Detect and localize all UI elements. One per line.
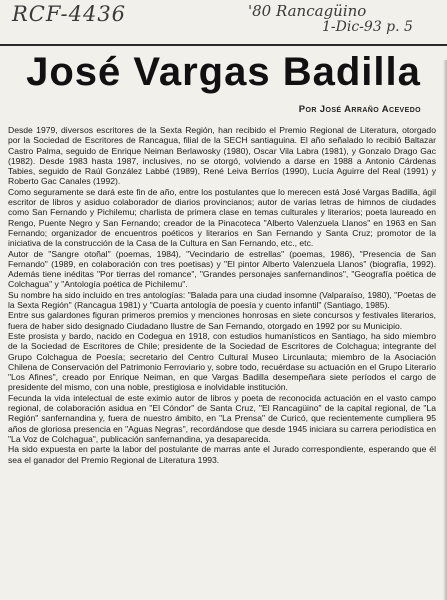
- article-paragraph: Este prosista y bardo, nacido en Codegua en 1918, con estudios humanísticos en Santiago, ha sido miembro de la Sociedad de Escritores de Chile; presidente de la Sociedad de Escritores de Colchagua; integrante del Grupo Colchagua de Poesía; secretario del Centro Cultural Museo Lircunlauta; miembro de la Asociación Chilena de Conservación del Patrimonio Ferroviario y, sobre todo, recuérdase su actuación en el Grupo Literario "Los Afines", creado por Enrique Neiman, en que Vargas Badilla desempeñara siete períodos el cargo de presidente del mismo, con una noble, prestigiosa e inolvidable institución.: [8, 330, 436, 393]
- article-byline: Por José Arraño Acevedo: [298, 104, 421, 115]
- article-paragraph: Como seguramente se dará este fin de año, entre los postulantes que lo merecen está José Vargas Badilla, ágil escritor de libros y asiduo colaborador de diarios provincianos; autor de varias letras de himnos de ciudades como San Fernando y Pichilemu; charlista de primera clase en temas culturales y literarios; poeta laureado en Rengo, Puente Negro y San Fernando; creador de la Pinacoteca "Alberto Valenzuela Llanos" en 1963 en San Fernando; organizador de encuentros poéticos y literarios en San Fernando y Santa Cruz; promotor de la iniciativa de la construcción de la Casa de la Cultura en San Fernando, etc., etc.: [8, 186, 436, 249]
- header-rule: [0, 44, 447, 46]
- source-note-handwritten: '80 Rancagüino: [248, 2, 367, 20]
- article-paragraph: Fecunda la vida intelectual de este eximio autor de libros y poeta de reconocida actuación en el vasto campo regional, de colaboración asidua en "El Cóndor" de Santa Cruz, "El Rancagüino" de la capital regional, de "La Región" sanfernandina y, fuera de nuestro ámbito, en "La Prensa" de Curicó, que recientemente cumpliera 95 años de gloriosa presencia en "Aguas Negras", recordándose que desde 1945 iniciara su carrera periodística en "La Voz de Colchagua", publicación sanfernandina, ya desaparecida.: [8, 392, 436, 444]
- article-paragraph: Su nombre ha sido incluido en tres antologías: "Balada para una ciudad insomne (Valparaíso, 1980), "Poetas de la Sexta Región" (Rancagua 1981) y "Cuarta antología de poesía y cuento infantil" (Santiago, 1985).: [8, 289, 436, 311]
- date-note-handwritten: 1-Dic-93 p. 5: [322, 19, 413, 35]
- page-edge-shadow: [443, 60, 447, 600]
- article-paragraph: Autor de "Sangre otoñal" (poemas, 1984), "Vecindario de estrellas" (poemas, 1986), "Presencia de San Fernando" (1989, en colaboración con tres poetisas) y "El pintor Alberto Valenzuela Llanos" (biografía, 1992). Además tiene inéditas "Por tierras del romance", "Grandes personajes sanfernandinos", "Geografía poética de Colchagua" y "Antología poética de Pichilemu".: [8, 248, 436, 290]
- article-body: [8, 125, 436, 465]
- article-title: José Vargas Badilla: [26, 50, 421, 94]
- catalog-code-handwritten: RCF-4436: [12, 2, 127, 26]
- article-paragraph: Desde 1979, diversos escritores de la Sexta Región, han recibido el Premio Regional de Literatura, otorgado por la Sociedad de Escritores de Rancagua, filial de la SECH santiaguina. El año señalado lo recibió Baltazar Castro Palma, seguido de Enrique Neiman Berlawosky (1980), Oscar Vila Labra (1981), y Gonzalo Drago Gac (1982). Desde 1983 hasta 1987, inclusives, no se otorgó, volviendo a darse en 1988 a Antonio Cárdenas Tabies, seguido de Raúl González Labbé (1989), René Leiva Berríos (1990), Lucía Aguirre del Real (1991) y Roberto Gac Canales (1992).: [8, 125, 436, 187]
- article-paragraph: Ha sido expuesta en parte la labor del postulante de marras ante el Jurado correspondiente, esperando que él sea el ganador del Premio Regional de Literatura 1993.: [8, 444, 436, 465]
- article-paragraph: Entre sus galardones figuran primeros premios y menciones honrosas en siete concursos y festivales literarios, fuera de haber sido designado Ciudadano Ilustre de San Fernando, otorgado en 1992 por su Municipio.: [8, 310, 436, 331]
